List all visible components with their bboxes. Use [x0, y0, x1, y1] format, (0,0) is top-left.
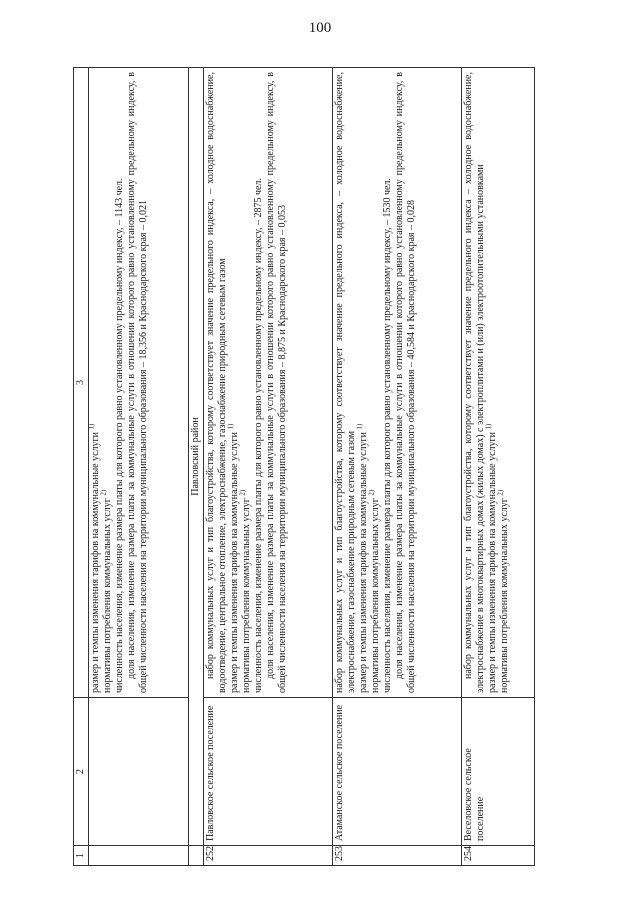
row-number: 252: [204, 846, 333, 866]
row-number: 254: [462, 846, 535, 866]
district-heading: Павловский район: [189, 68, 204, 846]
content-line: набор коммунальных услуг и тип благоустройства, которому соответствует значение предельного индекса, – холодное водоснабжение, водоотведение, центральное отопление, электроснабжение, газоснабжение природным сетевым газом: [205, 72, 228, 693]
header-col-3: 3: [74, 68, 89, 698]
content-line: численность населения, изменение размера платы для которого равно установленному предельному индексу, – 1143 чел.: [114, 178, 125, 693]
settlement-name: Павловское сельское поселение: [204, 698, 333, 846]
content-line: доля населения, изменение размера платы за коммунальные услуги в отношении которого равно установленному предельному индексу, в общей численности населения на территории муниципального образования – 40,584 и Краснодарского края – 0,028: [394, 72, 417, 693]
rotated-table-container: [73, 68, 551, 866]
row-number-cell: [89, 846, 189, 866]
content-line: численность населения, изменение размера платы для которого равно установленному предельному индексу, – 2875 чел.: [253, 178, 264, 693]
content-line: размер и темпы изменения тарифов на коммунальные услуги: [358, 431, 369, 693]
footnote-ref: 2): [367, 489, 376, 496]
content-line: доля населения, изменение размера платы за коммунальные услуги в отношении которого равно установленному предельному индексу, в общей численности населения на территории муниципального образования – 18,356 и Краснодарского края – 0,021: [126, 72, 149, 693]
footnote-ref: 2): [99, 489, 108, 496]
header-col-1: 1: [74, 846, 89, 866]
header-col-2: 2: [74, 698, 89, 846]
footnote-ref: 1): [87, 423, 96, 430]
data-table: [73, 67, 535, 866]
content-line: нормативы потребления коммунальных услуг: [102, 498, 113, 693]
row-content-cell: [204, 68, 333, 698]
content-line: доля населения, изменение размера платы за коммунальные услуги в отношении которого равно установленному предельному индексу, в общей численности населения на территории муниципального образования – 8,875 и Краснодарского края – 0,053: [265, 72, 288, 693]
table-header-row: [74, 68, 89, 866]
table-row: [333, 68, 462, 866]
row-name-cell: [89, 698, 189, 846]
content-line: нормативы потребления коммунальных услуг: [241, 498, 252, 693]
row-content-cell: [333, 68, 462, 698]
content-line: набор коммунальных услуг и тип благоустройства, которому соответствует значение предельного индекса – холодное водоснабжение, электроснабжение в многоквартирных домах (жилых домах) с электроплитами и (или) электроотопительными установками: [463, 72, 486, 693]
content-line: нормативы потребления коммунальных услуг: [370, 498, 381, 693]
row-content-cell: [89, 68, 189, 698]
row-content-cell: [462, 68, 535, 698]
table-row-district: [189, 68, 204, 866]
row-number-cell: [189, 846, 204, 866]
row-number: 253: [333, 846, 462, 866]
content-line: размер и темпы изменения тарифов на коммунальные услуги: [487, 431, 498, 693]
table-row: [462, 68, 535, 866]
page-number: 100: [308, 20, 332, 36]
content-line: размер и темпы изменения тарифов на коммунальные услуги: [90, 431, 101, 693]
settlement-name: Веселовское сельское поселение: [462, 698, 535, 846]
table-row: [204, 68, 333, 866]
footnote-ref: 1): [484, 423, 493, 430]
footnote-ref: 1): [355, 423, 364, 430]
footnote-ref: 2): [238, 489, 247, 496]
settlement-name: Атаманское сельское поселение: [333, 698, 462, 846]
footnote-ref: 1): [226, 423, 235, 430]
footnote-ref: 2): [496, 489, 505, 496]
content-line: численность населения, изменение размера платы для которого равно установленному предельному индексу, – 1530 чел.: [382, 178, 393, 693]
content-line: нормативы потребления коммунальных услуг: [499, 498, 510, 693]
table-row-continuation: [89, 68, 189, 866]
content-line: набор коммунальных услуг и тип благоустройства, которому соответствует значение предельного индекса, – холодное водоснабжение, электроснабжение, газоснабжение природным сетевым газом: [334, 72, 357, 693]
content-line: размер и темпы изменения тарифов на коммунальные услуги: [229, 431, 240, 693]
